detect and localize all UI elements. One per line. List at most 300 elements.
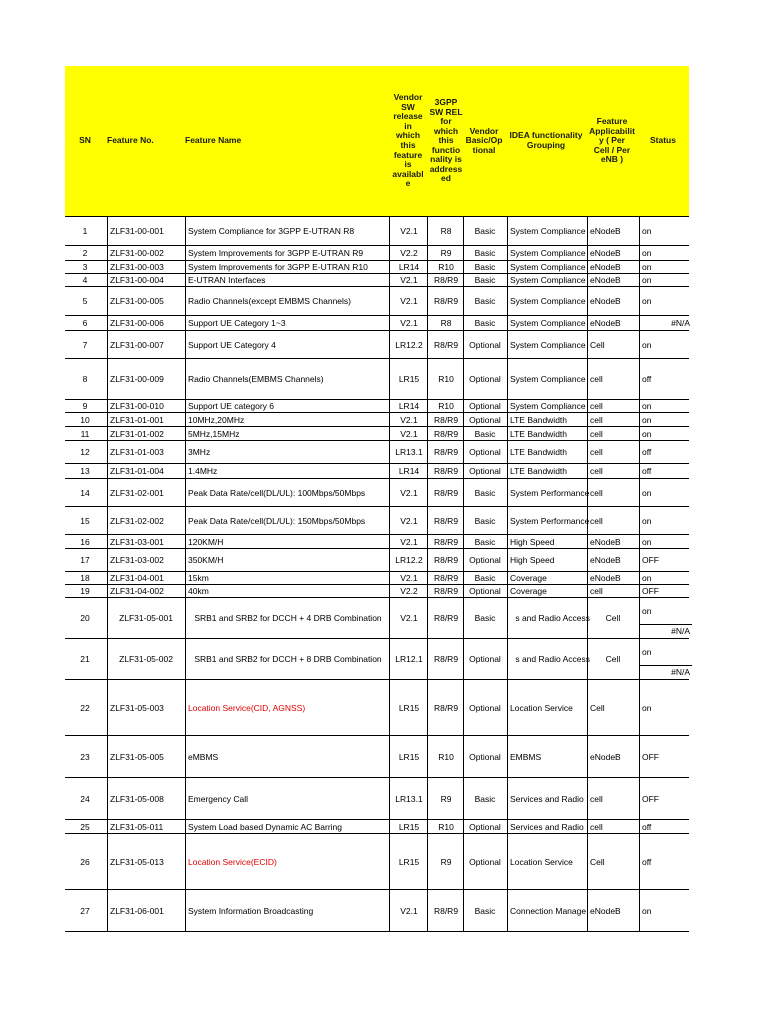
cell-status[interactable]: [639, 572, 692, 584]
cell-name[interactable]: [185, 680, 392, 735]
cell-app[interactable]: [587, 736, 640, 777]
cell-app[interactable]: [587, 535, 640, 548]
cell-group[interactable]: [507, 507, 590, 534]
cell-group[interactable]: [507, 413, 590, 426]
cell-type[interactable]: [463, 331, 506, 358]
cell-name[interactable]: [185, 535, 392, 548]
cell-rel[interactable]: [427, 535, 464, 548]
cell-text: on: [642, 487, 652, 498]
cell-app[interactable]: [587, 507, 640, 534]
cell-status[interactable]: [639, 834, 692, 889]
cell-name[interactable]: [185, 585, 392, 597]
cell-text: R10: [438, 751, 454, 762]
cell-text: Optional: [469, 401, 501, 411]
cell-app[interactable]: [587, 549, 640, 571]
cell-app[interactable]: [587, 427, 640, 440]
cell-no[interactable]: [107, 479, 186, 506]
cell-status[interactable]: [639, 261, 692, 273]
cell-status[interactable]: [639, 549, 692, 571]
cell-status[interactable]: [639, 316, 692, 330]
cell-rel[interactable]: [427, 316, 464, 330]
cell-group[interactable]: [507, 598, 590, 638]
cell-app[interactable]: [587, 572, 640, 584]
cell-rel[interactable]: [427, 639, 464, 679]
cell-rel[interactable]: [427, 464, 464, 478]
cell-group[interactable]: [507, 274, 590, 286]
header-line: nality is: [430, 154, 462, 165]
cell-text: 350KM/H: [188, 555, 224, 565]
cell-text: ZLF31-02-001: [110, 487, 164, 498]
cell-no[interactable]: [107, 441, 186, 463]
cell-status[interactable]: [639, 535, 692, 548]
cell-sw[interactable]: [389, 834, 428, 889]
cell-name[interactable]: [185, 639, 390, 679]
cell-status[interactable]: [639, 427, 692, 440]
cell-rel[interactable]: [427, 736, 464, 777]
cell-type[interactable]: [463, 287, 506, 315]
cell-sw[interactable]: [389, 890, 428, 931]
cell-name[interactable]: [185, 549, 392, 571]
cell-type[interactable]: [463, 261, 506, 273]
cell-type[interactable]: [463, 274, 506, 286]
cell-status[interactable]: [639, 598, 692, 638]
cell-sw[interactable]: [389, 331, 428, 358]
cell-sw[interactable]: [389, 778, 428, 819]
cell-app[interactable]: [587, 246, 640, 260]
cell-no[interactable]: [107, 217, 186, 245]
cell-rel[interactable]: [427, 427, 464, 440]
cell-group[interactable]: [507, 585, 590, 597]
cell-sn[interactable]: [65, 598, 105, 638]
table-row: [65, 639, 689, 680]
cell-rel[interactable]: [427, 359, 464, 399]
cell-no[interactable]: [107, 359, 186, 399]
cell-rel[interactable]: [427, 549, 464, 571]
cell-app[interactable]: [587, 400, 640, 412]
cell-sn[interactable]: [65, 639, 105, 679]
cell-text: Optional: [469, 654, 501, 664]
cell-sw[interactable]: [389, 261, 428, 273]
cell-no[interactable]: [107, 246, 186, 260]
cell-text: R10: [438, 262, 454, 272]
cell-rel[interactable]: [427, 331, 464, 358]
cell-name[interactable]: [185, 572, 392, 584]
cell-no[interactable]: [107, 639, 184, 679]
cell-no[interactable]: [107, 820, 186, 833]
cell-text: LTE Bandwidth: [510, 428, 568, 439]
cell-type[interactable]: [463, 359, 506, 399]
cell-status[interactable]: [639, 736, 692, 777]
cell-sw[interactable]: [389, 535, 428, 548]
cell-type[interactable]: [463, 820, 506, 833]
cell-app[interactable]: [587, 441, 640, 463]
cell-sw[interactable]: [389, 572, 428, 584]
cell-sw[interactable]: [389, 464, 428, 478]
cell-app[interactable]: [587, 834, 640, 889]
cell-status[interactable]: [639, 507, 692, 534]
cell-rel[interactable]: [427, 598, 464, 638]
header-line: address: [429, 163, 463, 174]
cell-status[interactable]: [639, 331, 692, 358]
cell-app[interactable]: [587, 217, 640, 245]
cell-type[interactable]: [463, 441, 506, 463]
cell-status[interactable]: [639, 287, 692, 315]
table-row: [65, 572, 689, 585]
cell-status[interactable]: [639, 585, 692, 597]
cell-sw[interactable]: [389, 820, 428, 833]
cell-no[interactable]: [107, 890, 186, 931]
cell-no[interactable]: [107, 535, 186, 548]
cell-rel[interactable]: [427, 680, 464, 735]
cell-text: eMBMS: [188, 751, 219, 762]
cell-app[interactable]: [587, 274, 640, 286]
cell-text: LR15: [398, 821, 420, 832]
header-line: Basic/Op: [465, 135, 503, 146]
cell-sn[interactable]: [65, 834, 105, 889]
cell-status[interactable]: [639, 778, 692, 819]
cell-sn[interactable]: [65, 217, 105, 245]
header-applicability[interactable]: [587, 66, 637, 216]
table-row: [65, 736, 689, 778]
cell-sn[interactable]: [65, 778, 105, 819]
cell-text: 12: [80, 447, 90, 457]
cell-app[interactable]: [587, 287, 640, 315]
cell-type[interactable]: [463, 834, 506, 889]
cell-text: Coverage: [510, 573, 547, 583]
cell-name[interactable]: [185, 413, 392, 426]
cell-status[interactable]: [639, 274, 692, 286]
cell-status[interactable]: [639, 441, 692, 463]
cell-sn[interactable]: [65, 274, 105, 286]
cell-text: 10: [80, 414, 90, 425]
cell-text: eNodeB: [590, 751, 621, 762]
cell-type[interactable]: [463, 778, 506, 819]
cell-status[interactable]: [639, 680, 692, 735]
cell-name[interactable]: [185, 598, 390, 638]
cell-text: ZLF31-00-002: [110, 248, 164, 258]
cell-sn[interactable]: [65, 890, 105, 931]
cell-name[interactable]: [185, 464, 392, 478]
cell-text: Location Service(CID, AGNSS): [188, 702, 306, 713]
cell-rel[interactable]: [427, 441, 464, 463]
cell-app[interactable]: [587, 598, 638, 638]
cell-group[interactable]: [507, 331, 590, 358]
cell-text-secondary: #N/A: [671, 667, 690, 677]
cell-sn[interactable]: [65, 316, 105, 330]
cell-sw[interactable]: [389, 680, 428, 735]
cell-no[interactable]: [107, 507, 186, 534]
cell-rel[interactable]: [427, 287, 464, 315]
cell-rel[interactable]: [427, 274, 464, 286]
cell-sn[interactable]: [65, 427, 105, 440]
cell-name[interactable]: [185, 217, 392, 245]
cell-text: R8/R9: [433, 905, 459, 916]
cell-type[interactable]: [463, 507, 506, 534]
cell-status[interactable]: [639, 820, 692, 833]
cell-name[interactable]: [185, 778, 392, 819]
cell-text: cell: [590, 487, 603, 498]
cell-sn[interactable]: [65, 479, 105, 506]
cell-group[interactable]: [507, 359, 590, 399]
cell-app[interactable]: [587, 479, 640, 506]
cell-app[interactable]: [587, 464, 640, 478]
cell-type[interactable]: [463, 736, 506, 777]
cell-group[interactable]: [507, 479, 590, 506]
table-row: [65, 316, 689, 331]
cell-group[interactable]: [507, 261, 590, 273]
cell-no[interactable]: [107, 736, 186, 777]
header-vendor-sw[interactable]: [389, 66, 427, 216]
cell-no[interactable]: [107, 274, 186, 286]
cell-no[interactable]: [107, 834, 186, 889]
header-feature-no[interactable]: Feature No.: [107, 135, 154, 146]
cell-status[interactable]: [639, 217, 692, 245]
header-sn[interactable]: SN: [79, 135, 91, 146]
cell-sw[interactable]: [389, 441, 428, 463]
cell-group[interactable]: [507, 820, 590, 833]
cell-sw[interactable]: [389, 287, 428, 315]
cell-type[interactable]: [463, 680, 506, 735]
cell-sw[interactable]: [389, 736, 428, 777]
cell-text: R9: [440, 856, 452, 867]
cell-no[interactable]: [107, 549, 186, 571]
cell-name[interactable]: [185, 331, 392, 358]
cell-group[interactable]: [507, 316, 590, 330]
cell-no[interactable]: [107, 413, 186, 426]
cell-no[interactable]: [107, 287, 186, 315]
cell-sn[interactable]: [65, 246, 105, 260]
cell-no[interactable]: [107, 598, 184, 638]
cell-group[interactable]: [507, 400, 590, 412]
cell-sn[interactable]: [65, 441, 105, 463]
cell-no[interactable]: [107, 680, 186, 735]
cell-status[interactable]: [639, 890, 692, 931]
cell-sn[interactable]: [65, 549, 105, 571]
cell-app[interactable]: [587, 890, 640, 931]
cell-text: Peak Data Rate/cell(DL/UL): 100Mbps/50Mbps: [188, 487, 366, 498]
cell-rel[interactable]: [427, 834, 464, 889]
cell-sn[interactable]: [65, 820, 105, 833]
cell-sn[interactable]: [65, 287, 105, 315]
cell-group[interactable]: [507, 287, 590, 315]
cell-sw[interactable]: [389, 274, 428, 286]
cell-group[interactable]: [507, 464, 590, 478]
cell-sn[interactable]: [65, 464, 105, 478]
cell-type[interactable]: [463, 572, 506, 584]
cell-no[interactable]: [107, 464, 186, 478]
cell-name[interactable]: [185, 890, 392, 931]
cell-type[interactable]: [463, 639, 506, 679]
cell-app[interactable]: [587, 778, 640, 819]
cell-sw[interactable]: [389, 246, 428, 260]
cell-text: ZLF31-00-003: [110, 262, 164, 272]
cell-sw[interactable]: [389, 639, 428, 679]
cell-no[interactable]: [107, 316, 186, 330]
cell-text: 25: [80, 821, 90, 832]
cell-name[interactable]: [185, 287, 392, 315]
cell-name[interactable]: [185, 479, 392, 506]
cell-name[interactable]: [185, 261, 392, 273]
cell-type[interactable]: [463, 316, 506, 330]
cell-type[interactable]: [463, 598, 506, 638]
header-basic-optional[interactable]: [463, 66, 505, 216]
table-row: [65, 680, 689, 736]
cell-text: eNodeB: [590, 262, 621, 272]
cell-text: V2.1: [400, 318, 418, 328]
cell-name[interactable]: [185, 400, 392, 412]
cell-rel[interactable]: [427, 572, 464, 584]
cell-text: 18: [80, 573, 90, 583]
cell-name[interactable]: [185, 246, 392, 260]
cell-group[interactable]: [507, 535, 590, 548]
cell-type[interactable]: [463, 585, 506, 597]
cell-type[interactable]: [463, 413, 506, 426]
cell-text: eNodeB: [590, 573, 621, 583]
cell-sw[interactable]: [389, 400, 428, 412]
cell-text: LR15: [398, 374, 420, 384]
cell-name[interactable]: [185, 427, 392, 440]
cell-sn[interactable]: [65, 261, 105, 273]
cell-sw[interactable]: [389, 427, 428, 440]
cell-sw[interactable]: [389, 507, 428, 534]
cell-rel[interactable]: [427, 261, 464, 273]
cell-sw[interactable]: [389, 359, 428, 399]
cell-name[interactable]: [185, 316, 392, 330]
cell-app[interactable]: [587, 316, 640, 330]
cell-no[interactable]: [107, 400, 186, 412]
cell-rel[interactable]: [427, 507, 464, 534]
cell-status[interactable]: [639, 413, 692, 426]
cell-rel[interactable]: [427, 400, 464, 412]
cell-status[interactable]: [639, 464, 692, 478]
cell-rel[interactable]: [427, 246, 464, 260]
cell-sw[interactable]: [389, 585, 428, 597]
cell-name[interactable]: [185, 820, 392, 833]
cell-sw[interactable]: [389, 479, 428, 506]
cell-sn[interactable]: [65, 736, 105, 777]
cell-group[interactable]: [507, 217, 590, 245]
cell-sn[interactable]: [65, 400, 105, 412]
cell-name[interactable]: [185, 441, 392, 463]
cell-group[interactable]: [507, 427, 590, 440]
cell-name[interactable]: [185, 507, 392, 534]
cell-type[interactable]: [463, 400, 506, 412]
table-row: [65, 217, 689, 246]
cell-no[interactable]: [107, 572, 186, 584]
cell-sw[interactable]: [389, 549, 428, 571]
cell-name[interactable]: [185, 359, 392, 399]
cell-group[interactable]: [507, 778, 590, 819]
cell-group[interactable]: [507, 736, 590, 777]
cell-rel[interactable]: [427, 413, 464, 426]
cell-group[interactable]: [507, 572, 590, 584]
cell-rel[interactable]: [427, 890, 464, 931]
cell-rel[interactable]: [427, 479, 464, 506]
cell-type[interactable]: [463, 535, 506, 548]
cell-name[interactable]: [185, 274, 392, 286]
cell-no[interactable]: [107, 261, 186, 273]
cell-group[interactable]: [507, 680, 590, 735]
cell-type[interactable]: [463, 464, 506, 478]
cell-text: 40km: [188, 586, 209, 596]
cell-app[interactable]: [587, 261, 640, 273]
table-row: [65, 274, 689, 287]
cell-rel[interactable]: [427, 778, 464, 819]
cell-app[interactable]: [587, 331, 640, 358]
cell-sn[interactable]: [65, 680, 105, 735]
cell-group[interactable]: [507, 246, 590, 260]
cell-text: Basic: [474, 226, 496, 236]
header-3gpp-rel[interactable]: [427, 66, 465, 216]
cell-sn[interactable]: [65, 572, 105, 584]
cell-type[interactable]: [463, 217, 506, 245]
cell-sn[interactable]: [65, 359, 105, 399]
cell-sn[interactable]: [65, 413, 105, 426]
cell-rel[interactable]: [427, 820, 464, 833]
cell-name[interactable]: [185, 736, 392, 777]
cell-type[interactable]: [463, 549, 506, 571]
cell-no[interactable]: [107, 778, 186, 819]
cell-sn[interactable]: [65, 585, 105, 597]
cell-sw[interactable]: [389, 217, 428, 245]
cell-text: Basic: [474, 487, 496, 498]
cell-sn[interactable]: [65, 535, 105, 548]
header-status[interactable]: Status: [650, 135, 676, 146]
cell-status[interactable]: [639, 359, 692, 399]
cell-text: Coverage: [510, 586, 547, 596]
cell-app[interactable]: [587, 585, 640, 597]
cell-status[interactable]: [639, 639, 692, 679]
cell-no[interactable]: [107, 331, 186, 358]
cell-group[interactable]: [507, 441, 590, 463]
cell-app[interactable]: [587, 680, 640, 735]
cell-no[interactable]: [107, 585, 186, 597]
table-row: [65, 507, 689, 535]
header-feature-name[interactable]: Feature Name: [185, 135, 242, 146]
cell-status[interactable]: [639, 479, 692, 506]
header-grouping[interactable]: [505, 66, 587, 216]
cell-sn[interactable]: [65, 331, 105, 358]
cell-sw[interactable]: [389, 598, 428, 638]
cell-rel[interactable]: [427, 585, 464, 597]
cell-sn[interactable]: [65, 507, 105, 534]
cell-text: LR14: [398, 466, 420, 476]
cell-name[interactable]: [185, 834, 392, 889]
cell-text: eNodeB: [590, 248, 621, 258]
cell-app[interactable]: [587, 639, 638, 679]
cell-app[interactable]: [587, 820, 640, 833]
cell-group[interactable]: [507, 834, 590, 889]
cell-type[interactable]: [463, 890, 506, 931]
cell-group[interactable]: [507, 639, 590, 679]
cell-type[interactable]: [463, 479, 506, 506]
cell-status[interactable]: [639, 246, 692, 260]
cell-app[interactable]: [587, 413, 640, 426]
header-line: feature: [393, 149, 423, 160]
cell-status[interactable]: [639, 400, 692, 412]
cell-type[interactable]: [463, 246, 506, 260]
cell-app[interactable]: [587, 359, 640, 399]
cell-type[interactable]: [463, 427, 506, 440]
cell-group[interactable]: [507, 890, 590, 931]
cell-text: R8/R9: [433, 536, 459, 547]
cell-group[interactable]: [507, 549, 590, 571]
cell-sw[interactable]: [389, 316, 428, 330]
cell-no[interactable]: [107, 427, 186, 440]
cell-sw[interactable]: [389, 413, 428, 426]
cell-text: eNodeB: [590, 275, 621, 285]
cell-rel[interactable]: [427, 217, 464, 245]
